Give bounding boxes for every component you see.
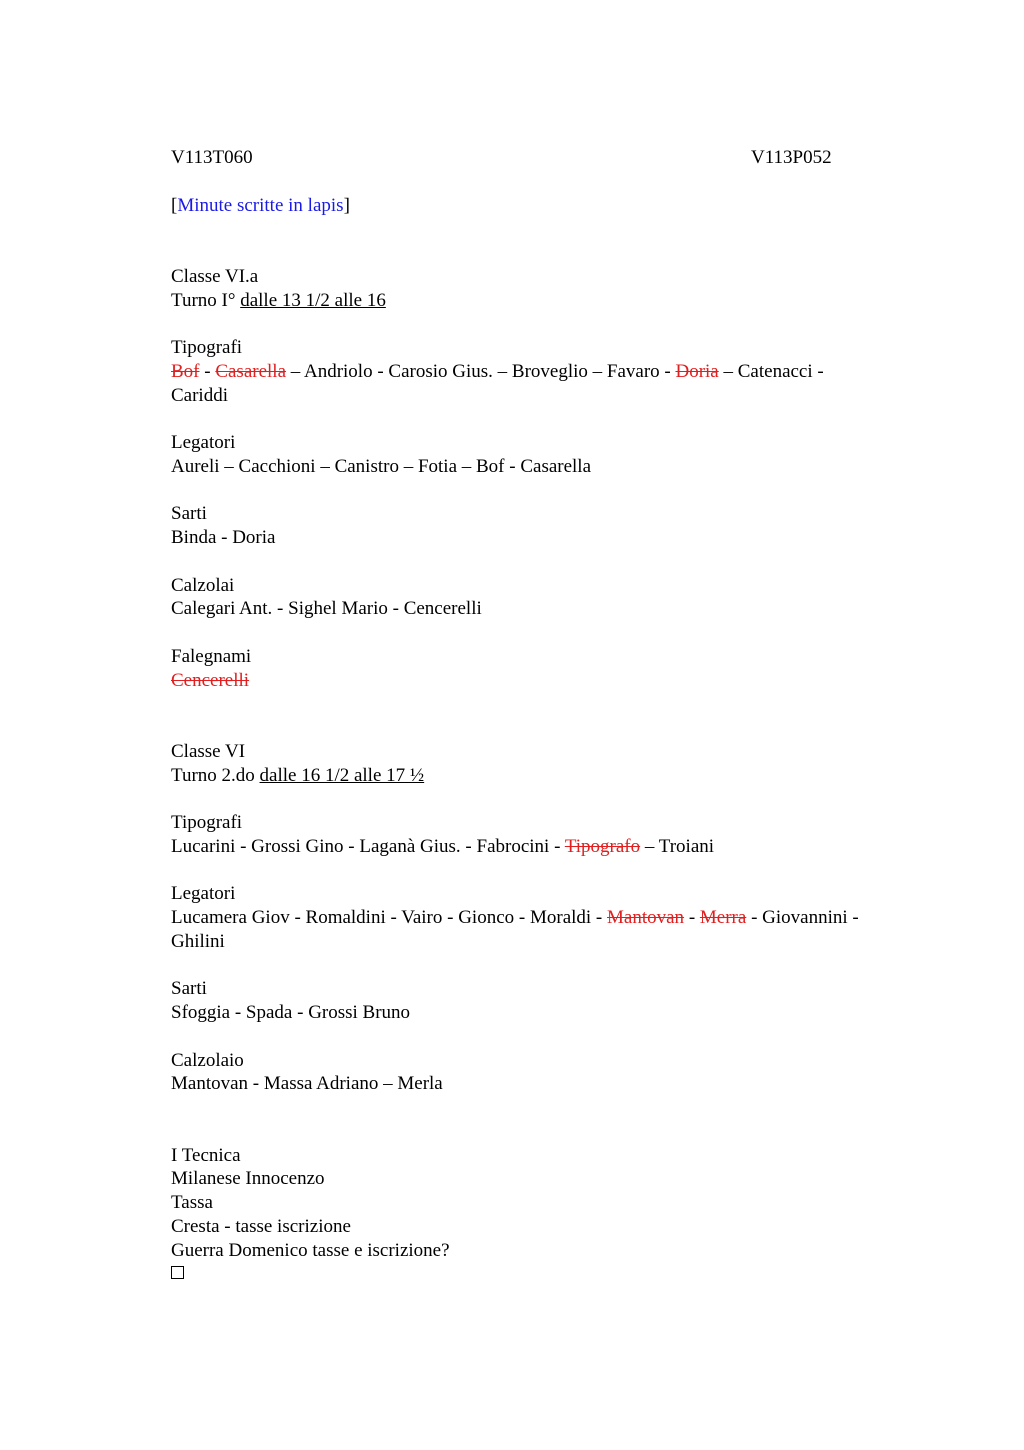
calzolai-list-1: Calegari Ant. - Sighel Mario - Cencerelli bbox=[171, 598, 482, 619]
tipografi-list-1 bbox=[171, 360, 824, 384]
ref-code-right: V113P052 bbox=[751, 147, 832, 168]
deleted-name: Bof bbox=[171, 361, 200, 382]
section-title-calzolai-1: Calzolai bbox=[171, 575, 235, 596]
section-title-tipografi-2: Tipografi bbox=[171, 812, 243, 833]
deleted-name: Casarella bbox=[215, 361, 287, 382]
section-title-calzolaio-2: Calzolaio bbox=[171, 1050, 244, 1071]
legatori-list-2-cont: Ghilini bbox=[171, 931, 225, 952]
deleted-name: Merra bbox=[699, 907, 747, 928]
name-text: – Troiani bbox=[640, 836, 715, 857]
name-text: Lucamera Giov - Romaldini - Vairo - Gionco - Moraldi - bbox=[171, 907, 608, 928]
section-title-sarti-2: Sarti bbox=[171, 978, 207, 999]
deleted-name: Tipografo bbox=[564, 836, 641, 857]
tipografi-list-1-cont: Cariddi bbox=[171, 385, 228, 406]
shift-time: dalle 16 1/2 alle 17 ½ bbox=[259, 765, 425, 786]
sarti-list-2: Sfoggia - Spada - Grossi Bruno bbox=[171, 1002, 411, 1023]
shift-time: dalle 13 1/2 alle 16 bbox=[240, 290, 386, 311]
shift-heading-1 bbox=[171, 289, 386, 313]
name-text: - bbox=[199, 361, 216, 382]
shift-label: Turno I° bbox=[171, 290, 241, 311]
falegnami-list-1: Cencerelli bbox=[171, 670, 250, 691]
section-title-falegnami-1: Falegnami bbox=[171, 646, 252, 667]
shift-label: Turno 2.do bbox=[171, 765, 260, 786]
name-text: - Giovannini - bbox=[746, 907, 859, 928]
class-heading-1: Classe VI.a bbox=[171, 266, 259, 287]
section-title-tipografi-1: Tipografi bbox=[171, 337, 243, 358]
name-text: – Andriolo - Carosio Gius. – Broveglio – Favaro - bbox=[286, 361, 676, 382]
section-title-sarti-1: Sarti bbox=[171, 503, 207, 524]
shift-heading-2 bbox=[171, 764, 424, 788]
section-title-legatori-2: Legatori bbox=[171, 883, 236, 904]
calzolaio-list-2: Mantovan - Massa Adriano – Merla bbox=[171, 1073, 443, 1094]
legatori-list-1: Aureli – Cacchioni – Canistro – Fotia – Bof - Casarella bbox=[171, 456, 592, 477]
class-heading-2: Classe VI bbox=[171, 741, 246, 762]
note-text: Minute scritte in lapis bbox=[177, 195, 344, 216]
tecnica-line-1: Milanese Innocenzo bbox=[171, 1168, 325, 1189]
name-text: - bbox=[684, 907, 700, 928]
tipografi-list-2 bbox=[171, 835, 714, 859]
tecnica-line-4: Guerra Domenico tasse e iscrizione? bbox=[171, 1240, 450, 1261]
bracket-close: ] bbox=[343, 195, 350, 216]
tecnica-title: I Tecnica bbox=[171, 1145, 241, 1166]
deleted-name: Mantovan bbox=[607, 907, 685, 928]
editor-note bbox=[171, 194, 350, 218]
tecnica-line-3: Cresta - tasse iscrizione bbox=[171, 1216, 351, 1237]
bracket-open: [ bbox=[171, 195, 178, 216]
ref-code-left: V113T060 bbox=[171, 147, 253, 168]
name-text: – Catenacci - bbox=[718, 361, 824, 382]
section-title-legatori-1: Legatori bbox=[171, 432, 236, 453]
name-text: Lucarini - Grossi Gino - Laganà Gius. - Fabrocini - bbox=[171, 836, 565, 857]
checkbox-glyph-icon bbox=[171, 1262, 184, 1286]
tecnica-line-2: Tassa bbox=[171, 1192, 213, 1213]
deleted-name: Doria bbox=[675, 361, 719, 382]
sarti-list-1: Binda - Doria bbox=[171, 527, 276, 548]
legatori-list-2 bbox=[171, 906, 859, 930]
